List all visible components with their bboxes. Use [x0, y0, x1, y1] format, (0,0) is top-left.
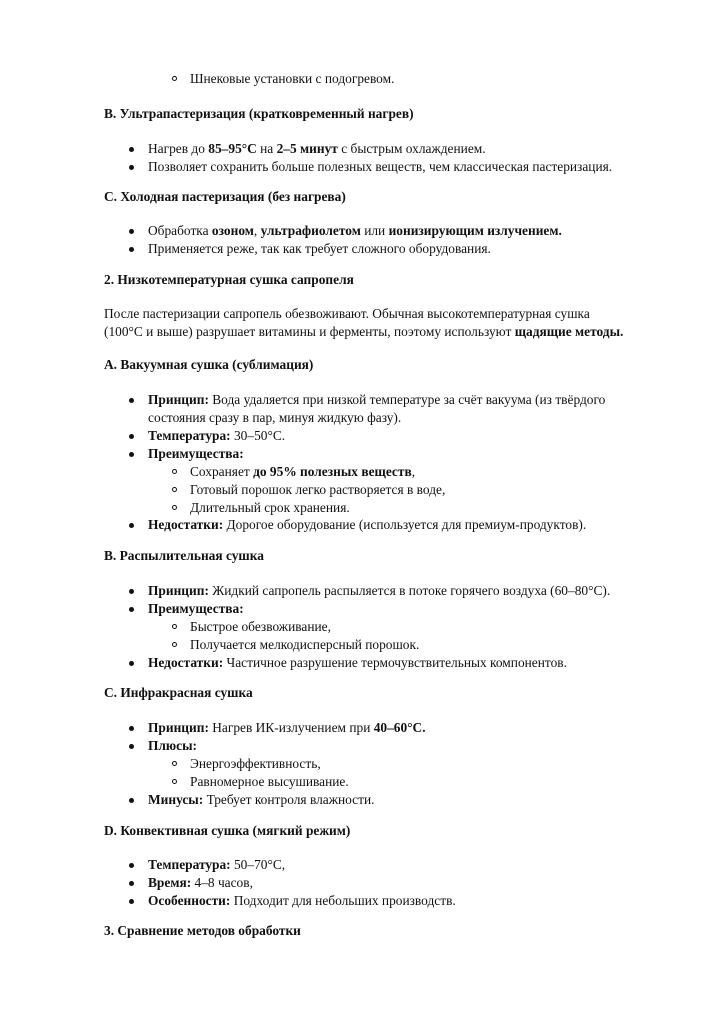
- bullet-icon: [129, 247, 134, 252]
- bullet-icon: [129, 726, 134, 731]
- bullet-icon: [129, 523, 134, 528]
- bullet-icon: [129, 147, 134, 152]
- circle-bullet-icon: [172, 505, 177, 510]
- list-item: Температура: 30–50°C.: [148, 428, 286, 443]
- circle-bullet-icon: [172, 76, 177, 81]
- section-heading: D. Конвективная сушка (мягкий режим): [104, 823, 351, 838]
- list-item: Недостатки: Дорогое оборудование (используется для премиум-продуктов).: [148, 517, 587, 532]
- bullet-icon: [129, 744, 134, 749]
- section-heading: B. Ультрапастеризация (кратковременный нагрев): [104, 106, 414, 121]
- list-item: Обработка озоном, ультрафиолетом или ионизирующим излучением.: [148, 223, 562, 238]
- bullet-icon: [129, 165, 134, 170]
- section-heading: C. Инфракрасная сушка: [104, 685, 253, 700]
- section-heading: C. Холодная пастеризация (без нагрева): [104, 189, 346, 204]
- sub-list-item: Получается мелкодисперсный порошок.: [190, 637, 420, 652]
- sub-list-item: Быстрое обезвоживание,: [190, 619, 331, 634]
- circle-bullet-icon: [172, 642, 177, 647]
- bullet-icon: [129, 899, 134, 904]
- sub-list-item: Длительный срок хранения.: [190, 500, 350, 515]
- bullet-icon: [129, 589, 134, 594]
- list-item: Плюсы:: [148, 738, 198, 753]
- list-item: Принцип: Нагрев ИК-излучением при 40–60°C.: [148, 720, 426, 735]
- bullet-icon: [129, 452, 134, 457]
- circle-bullet-icon: [172, 624, 177, 629]
- list-item: Принцип: Жидкий сапропель распыляется в потоке горячего воздуха (60–80°C).: [148, 583, 611, 598]
- list-item-continuation: состояния сразу в пар, минуя жидкую фазу).: [148, 410, 402, 425]
- bullet-icon: [129, 798, 134, 803]
- circle-bullet-icon: [172, 761, 177, 766]
- section-heading: 2. Низкотемпературная сушка сапропеля: [104, 272, 354, 287]
- list-item: Применяется реже, так как требует сложного оборудования.: [148, 241, 491, 256]
- circle-bullet-icon: [172, 469, 177, 474]
- list-item: Минусы: Требует контроля влажности.: [148, 792, 375, 807]
- bullet-icon: [129, 863, 134, 868]
- bullet-icon: [129, 607, 134, 612]
- section-heading: 3. Сравнение методов обработки: [104, 923, 301, 938]
- paragraph-line: После пастеризации сапропель обезвоживают. Обычная высокотемпературная сушка: [104, 306, 590, 321]
- list-item: Принцип: Вода удаляется при низкой температуре за счёт вакуума (из твёрдого: [148, 392, 606, 407]
- list-item: Нагрев до 85–95°C на 2–5 минут с быстрым охлаждением.: [148, 141, 486, 156]
- list-item: Время: 4–8 часов,: [148, 875, 253, 890]
- sub-list-item: Готовый порошок легко растворяется в воде,: [190, 482, 446, 497]
- sub-list-item: Равномерное высушивание.: [190, 774, 349, 789]
- list-item: Недостатки: Частичное разрушение термочувствительных компонентов.: [148, 655, 567, 670]
- list-item: Шнековые установки с подогревом.: [190, 71, 395, 86]
- bullet-icon: [129, 398, 134, 403]
- bullet-icon: [129, 881, 134, 886]
- bullet-icon: [129, 661, 134, 666]
- list-item: Особенности: Подходит для небольших производств.: [148, 893, 456, 908]
- list-item: Преимущества:: [148, 601, 244, 616]
- sub-list-item: Сохраняет до 95% полезных веществ,: [190, 464, 416, 479]
- sub-list-item: Энергоэффективность,: [190, 756, 321, 771]
- circle-bullet-icon: [172, 487, 177, 492]
- list-item: Позволяет сохранить больше полезных веществ, чем классическая пастеризация.: [148, 159, 613, 174]
- list-item: Температура: 50–70°C,: [148, 857, 286, 872]
- list-item: Преимущества:: [148, 446, 244, 461]
- bullet-icon: [129, 229, 134, 234]
- circle-bullet-icon: [172, 779, 177, 784]
- section-heading: A. Вакуумная сушка (сублимация): [104, 357, 314, 372]
- bullet-icon: [129, 434, 134, 439]
- paragraph-line: (100°C и выше) разрушает витамины и ферменты, поэтому используют щадящие методы.: [104, 324, 624, 339]
- section-heading: B. Распылительная сушка: [104, 548, 264, 563]
